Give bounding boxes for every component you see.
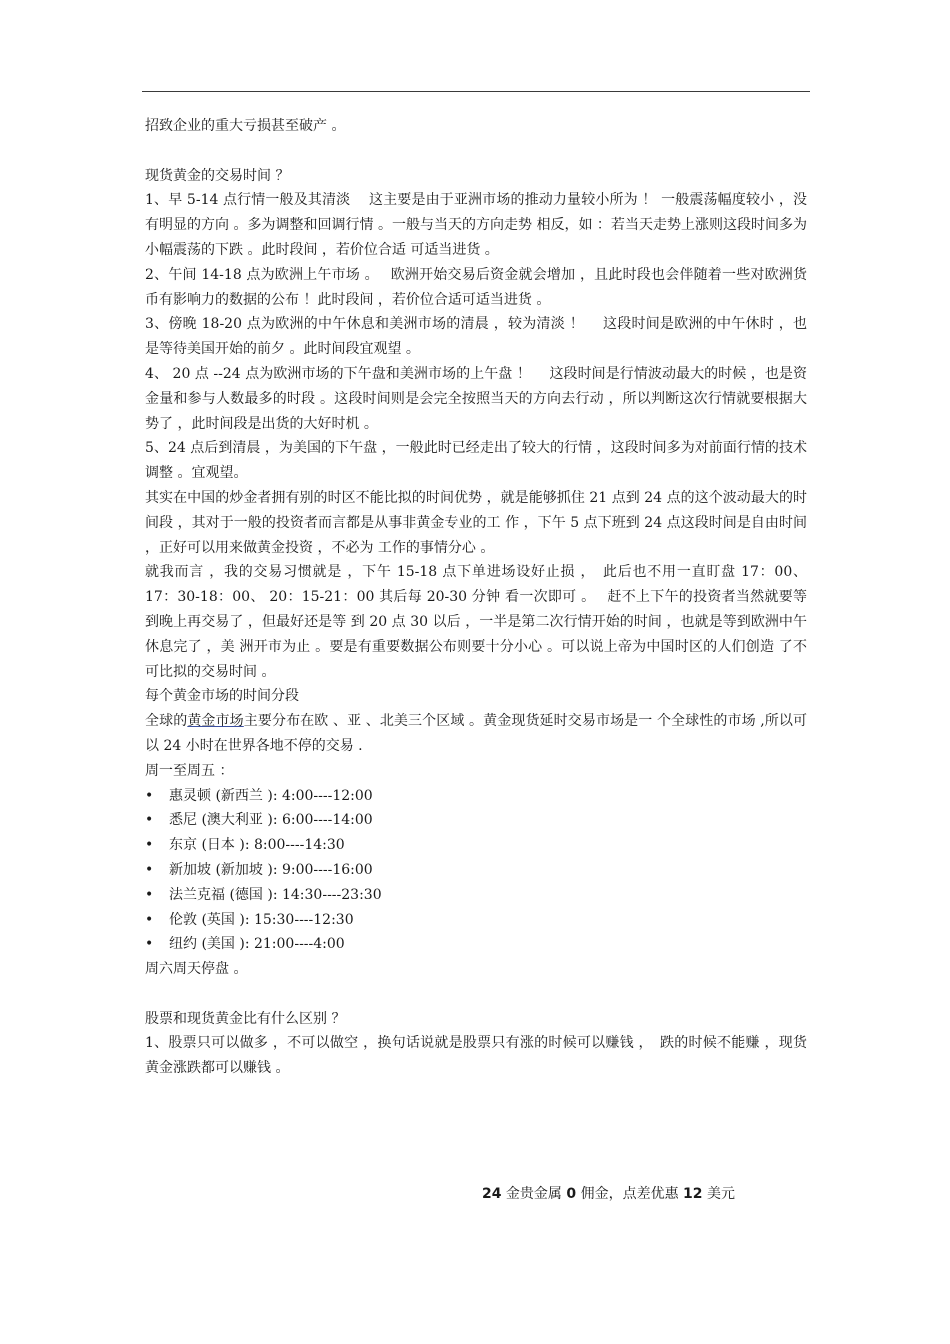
footer-promo [482, 1183, 735, 1203]
footer-number-24: 24 [482, 1186, 502, 1202]
list-item: • 悉尼 (澳大利亚 ): 6:00----14:00 [145, 808, 807, 833]
paragraph-with-link [145, 709, 807, 759]
paragraph: 1、早 5-14 点行情一般及其清淡 这主要是由于亚洲市场的推动力量较小所为 ！ 一般震荡幅度较小 ，没有明显的方向 。多为调整和回调行情 。一般与当天的方向走势 相反，如 ：若当天走势上涨则这段时间多为小幅震荡的下跌 。此时段间 ，若价位合适 可适当进货 。 [145, 192, 807, 258]
paragraph: 周一至周五 ： [145, 762, 234, 779]
paragraph-text: 全球的 [145, 713, 188, 730]
paragraph: 2、午间 14-18 点为欧洲上午市场 。 欧洲开始交易后资金就会增加 ，且此时段也会伴随着一些对欧洲货币有影响力的数据的公布 ！此时段间 ，若价位合适可适当进货 。 [145, 266, 807, 308]
paragraph: 其实在中国的炒金者拥有别的时区不能比拟的时间优势 ，就是能够抓住 21 点到 24 点的这个波动最大的时间段 ，其对于一般的投资者而言都是从事非黄金专业的工 作 ，下午 5 点下班到 24 点这段时间是自由时间 ，正好可以用来做黄金投资 ，不必为 工作的事情分心 。 [145, 489, 807, 556]
paragraph-gap [145, 139, 807, 164]
list-item: • 法兰克福 (德国 ): 14:30----23:30 [145, 883, 807, 908]
paragraph: 1、股票只可以做多 ，不可以做空 ，换句话说就是股票只有涨的时候可以赚钱 ， 跌的时候不能赚 ，现货黄金涨跌都可以赚钱 。 [145, 1035, 807, 1077]
gold-market-link[interactable]: 黄金市场 [187, 713, 244, 730]
footer-number-12: 12 [683, 1186, 703, 1202]
document-body [145, 114, 807, 1081]
list-item: • 纽约 (美国 ): 21:00----4:00 [145, 932, 807, 957]
footer-number-0: 0 [566, 1186, 577, 1202]
list-item: • 惠灵顿 (新西兰 ): 4:00----12:00 [145, 784, 807, 809]
list-item: • 伦敦 (英国 ): 15:30----12:30 [145, 908, 807, 933]
paragraph: 招致企业的重大亏损甚至破产 。 [145, 118, 346, 134]
header-rule [142, 91, 810, 92]
paragraph-text: 主要分布在欧 、亚 、北美三个区域 。黄金现货延时交易市场是一 个全球性的市场 ,所以可以 24 小时在世界各地不停的交易 . [145, 713, 808, 754]
footer-text-2: 佣金，点差优惠 [576, 1186, 684, 1202]
paragraph: 4、 20 点 --24 点为欧洲市场的下午盘和美洲市场的上午盘 ！ 这段时间是行情波动最大的时候 ，也是资金量和参与人数最多的时段 。这段时间则是会完全按照当天的方向去行动 ，所以判断这次行情就要根据大势了 ，此时间段是出货的大好时机 。 [145, 365, 807, 432]
paragraph: 股票和现货黄金比有什么区别 ？ [145, 1010, 346, 1027]
market-hours-list [145, 784, 807, 958]
paragraph: 现货黄金的交易时间 ？ [145, 167, 290, 184]
footer-text-1: 金贵金属 [501, 1186, 567, 1202]
paragraph: 每个黄金市场的时间分段 [145, 688, 299, 705]
list-item: • 东京 (日本 ): 8:00----14:30 [145, 833, 807, 858]
list-item: • 新加坡 (新加坡 ): 9:00----16:00 [145, 858, 807, 883]
paragraph-gap [145, 982, 807, 1007]
paragraph: 就我而言 ，我的交易习惯就是 ，下午 15-18 点下单进场设好止损 ， 此后也不用一直盯盘 17：00、 17：30-18：00、 20：15-21：00 其后每 20-30 分钟 看一次即可 。 赶不上下午的投资者当然就要等到晚上再交易了 ，但最好还是等 到 20 点 30 以后 ，一半是第二次行情开始的时间 ，也就是等到欧洲中午休息完了 ，美 洲开市为止 。要是有重要数据公布则要十分小心 。可以说上帝为中国时区的人们创造 了不可比拟的交易时间 。 [145, 564, 807, 680]
footer-text-3: 美元 [702, 1186, 735, 1202]
paragraph: 3、傍晚 18-20 点为欧洲的中午休息和美洲市场的清晨 ，较为清淡 ！ 这段时间是欧洲的中午休时 ，也是等待美国开始的前夕 。此时间段宜观望 。 [145, 316, 807, 358]
paragraph: 周六周天停盘 。 [145, 961, 248, 978]
paragraph: 5、24 点后到清晨 ，为美国的下午盘 ，一般此时已经走出了较大的行情 ，这段时间多为对前面行情的技术调整 。宜观望。 [145, 440, 807, 482]
